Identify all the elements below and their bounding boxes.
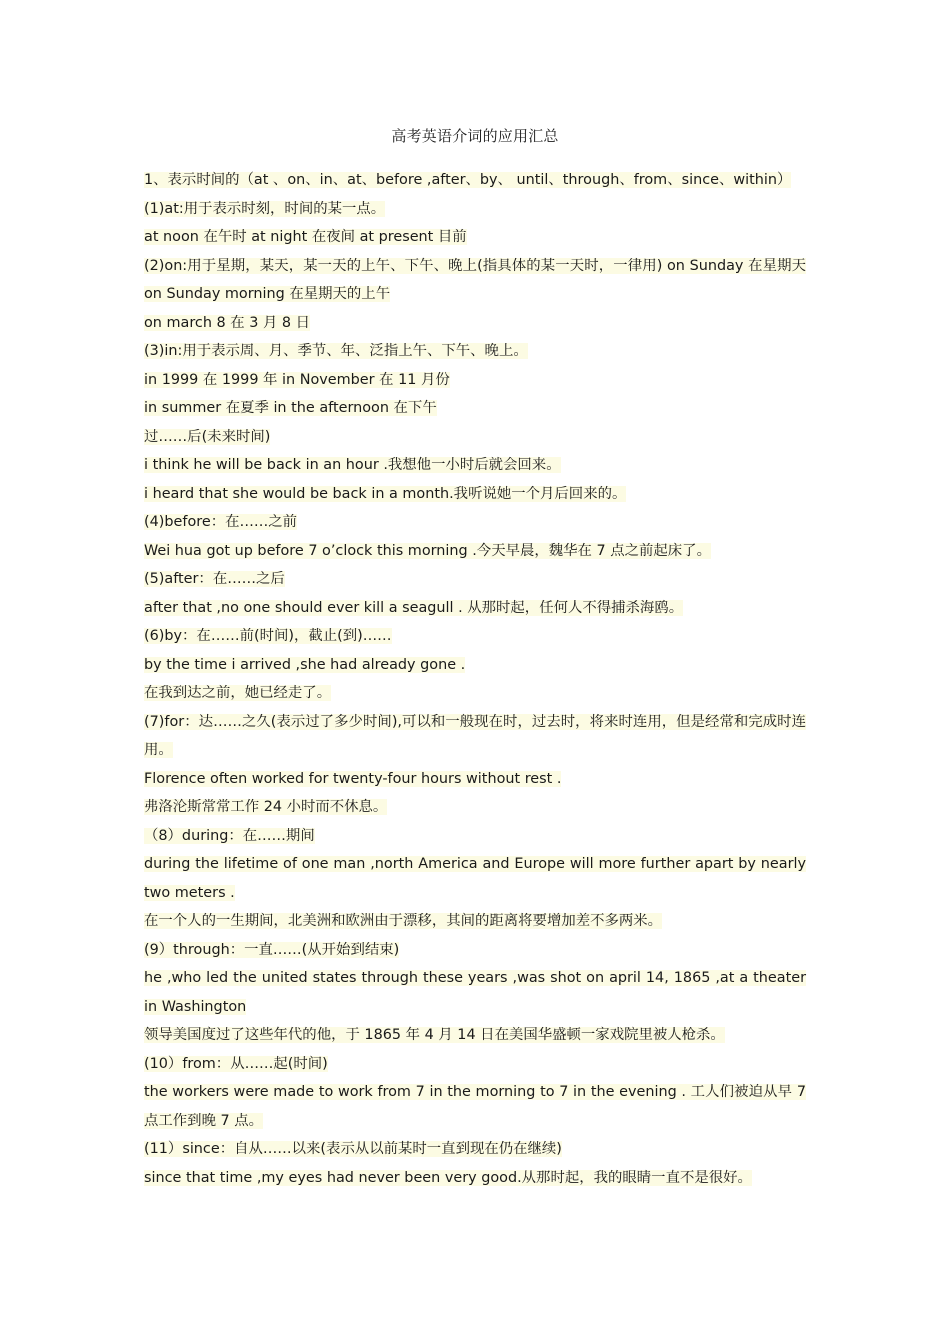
paragraph-by-translation: 在我到达之前，她已经走了。 (144, 685, 332, 701)
paragraph-during-heading: （8）during：在……期间 (144, 827, 315, 844)
document-title: 高考英语介词的应用汇总 (391, 127, 559, 145)
paragraph-for-heading: (7)for：达……之久(表示过了多少时间),可以和一般现在时，过去时，将来时连用，但是经常和完成时连用。 (144, 713, 806, 758)
paragraph-since-example: since that time ,my eyes had never been very good.从那时起，我的眼睛一直不是很好。 (144, 1169, 752, 1186)
paragraph-on-example: on march 8 在 3 月 8 日 (144, 314, 311, 331)
paragraph-time-prepositions: 1、表示时间的（at 、on、in、at、before ,after、by、 until、through、from、since、within） (144, 172, 792, 188)
paragraph-before-heading: (4)before：在……之前 (144, 514, 298, 530)
paragraph-in-example-hour: i think he will be back in an hour .我想他一小时后就会回来。 (144, 457, 561, 473)
paragraph-from-heading: (10）from：从……起(时间) (144, 1055, 328, 1072)
paragraph-by-heading: (6)by：在……前(时间)，截止(到)…… (144, 628, 392, 644)
paragraph-for-translation: 弗洛沦斯常常工作 24 小时而不休息。 (144, 799, 388, 815)
paragraph-by-example: by the time i arrived ,she had already gone . (144, 656, 466, 673)
paragraph-during-example: during the lifetime of one man ,north America and Europe will more further apart by nearly two meters . (144, 856, 806, 901)
paragraph-during-translation: 在一个人的一生期间，北美洲和欧洲由于漂移，其间的距离将要增加差不多两米。 (144, 913, 663, 929)
paragraph-in-example-year: in 1999 在 1999 年 in November 在 11 月份 (144, 371, 450, 388)
paragraph-in-example-season: in summer 在夏季 in the afternoon 在下午 (144, 400, 437, 416)
paragraph-in-future: 过……后(未来时间) (144, 428, 271, 445)
paragraph-through-heading: (9）through：一直……(从开始到结束) (144, 941, 400, 958)
paragraph-before-example: Wei hua got up before 7 o’clock this morning .今天早晨，魏华在 7 点之前起床了。 (144, 542, 711, 559)
paragraph-at-heading: (1)at:用于表示时刻，时间的某一点。 (144, 200, 386, 217)
paragraph-in-example-month: i heard that she would be back in a month.我听说她一个月后回来的。 (144, 485, 627, 502)
paragraph-on-heading: (2)on:用于星期，某天，某一天的上午、下午、晚上(指具体的某一天时，一律用) on Sunday 在星期天 on Sunday morning 在星期天的上午 (144, 257, 806, 302)
document-body (144, 166, 806, 1192)
paragraph-since-heading: (11）since：自从……以来(表示从以前某时一直到现在仍在继续) (144, 1141, 562, 1157)
paragraph-from-example: the workers were made to work from 7 in the morning to 7 in the evening . 工人们被迫从早 7 点工作到晚 7 点。 (144, 1084, 806, 1129)
paragraph-at-examples: at noon 在午时 at night 在夜间 at present 目前 (144, 229, 467, 245)
paragraph-through-example: he ,who led the united states through these years ,was shot on april 14, 1865 ,at a theater in Washington (144, 970, 806, 1015)
paragraph-after-heading: (5)after：在……之后 (144, 571, 285, 587)
paragraph-in-heading: (3)in:用于表示周、月、季节、年、泛指上午、下午、晚上。 (144, 343, 528, 359)
paragraph-for-example: Florence often worked for twenty-four hours without rest . (144, 770, 562, 787)
paragraph-after-example: after that ,no one should ever kill a seagull . 从那时起，任何人不得捕杀海鸥。 (144, 599, 684, 616)
paragraph-through-translation: 领导美国度过了这些年代的他，于 1865 年 4 月 14 日在美国华盛顿一家戏院里被人枪杀。 (144, 1027, 725, 1043)
